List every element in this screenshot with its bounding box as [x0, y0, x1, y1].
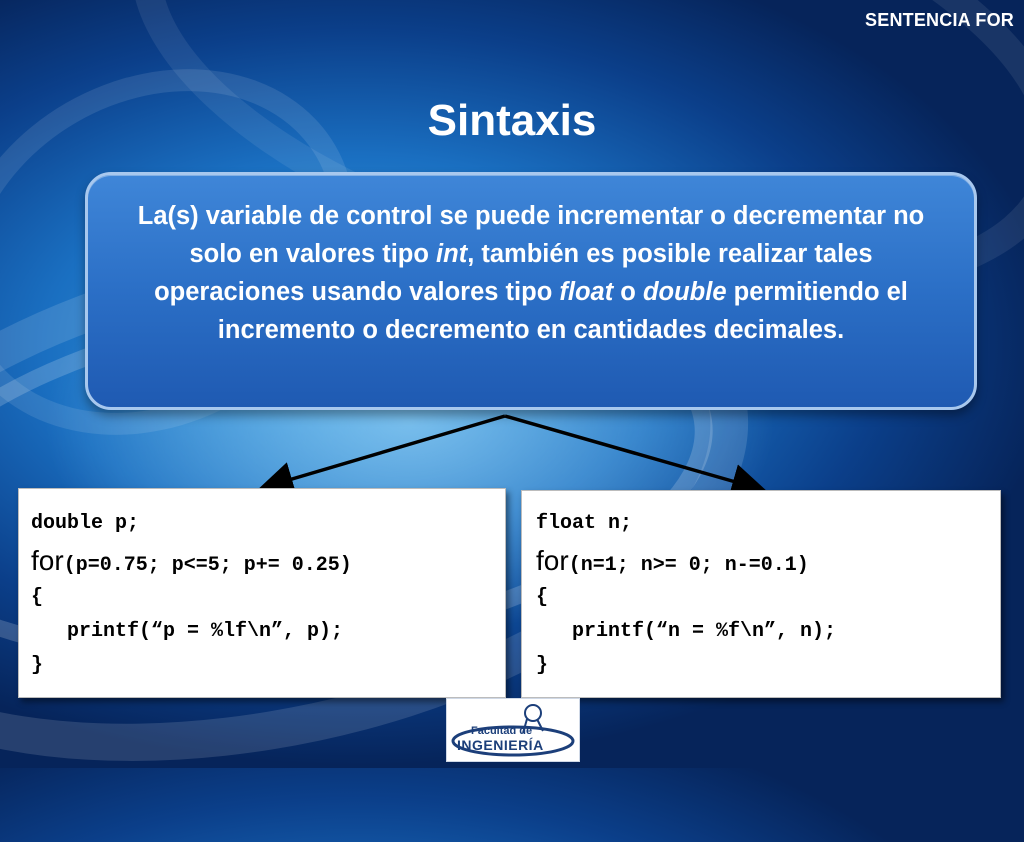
callout-emphasis-float: float [559, 278, 614, 306]
code-box-float [521, 490, 1001, 698]
callout-text: La(s) variable de control se puede incrementar o decrementar no solo en valores tipo [137, 202, 925, 268]
logo-text-big: INGENIERÍA [457, 737, 544, 753]
callout-text: , también es posible realizar tales operaciones usando valores tipo [154, 240, 873, 306]
code-line: float n; [536, 512, 633, 535]
callout-text: permitiendo el incremento o decremento en cantidades decimales. [217, 278, 908, 344]
code-line: } [536, 654, 549, 677]
arrow-right [505, 416, 760, 489]
code-box-double [18, 488, 506, 698]
corner-label: SENTENCIA FOR [865, 10, 1014, 30]
for-condition: (n=1; n>= 0; n-=0.1) [568, 554, 809, 577]
code-line: { [31, 586, 44, 609]
for-condition: (p=0.75; p<=5; p+= 0.25) [63, 554, 352, 577]
logo-text-small: Facultad de [471, 725, 533, 737]
code-line: } [31, 654, 44, 677]
for-keyword: for [31, 545, 64, 576]
faculty-logo [446, 698, 580, 762]
code-line: double p; [31, 512, 140, 535]
slide-title: Sintaxis [427, 96, 597, 145]
for-keyword: for [536, 545, 569, 576]
code-line-for [31, 541, 505, 581]
code-line: printf(“n = %f\n”, n); [536, 620, 837, 643]
code-line: { [536, 586, 549, 609]
code-line-for [536, 541, 1000, 581]
code-line: printf(“p = %lf\n”, p); [31, 620, 344, 643]
arrow-left [265, 416, 505, 487]
callout-text: o [613, 278, 643, 306]
callout-emphasis-int: int [436, 240, 468, 268]
callout-emphasis-double: double [642, 278, 727, 306]
